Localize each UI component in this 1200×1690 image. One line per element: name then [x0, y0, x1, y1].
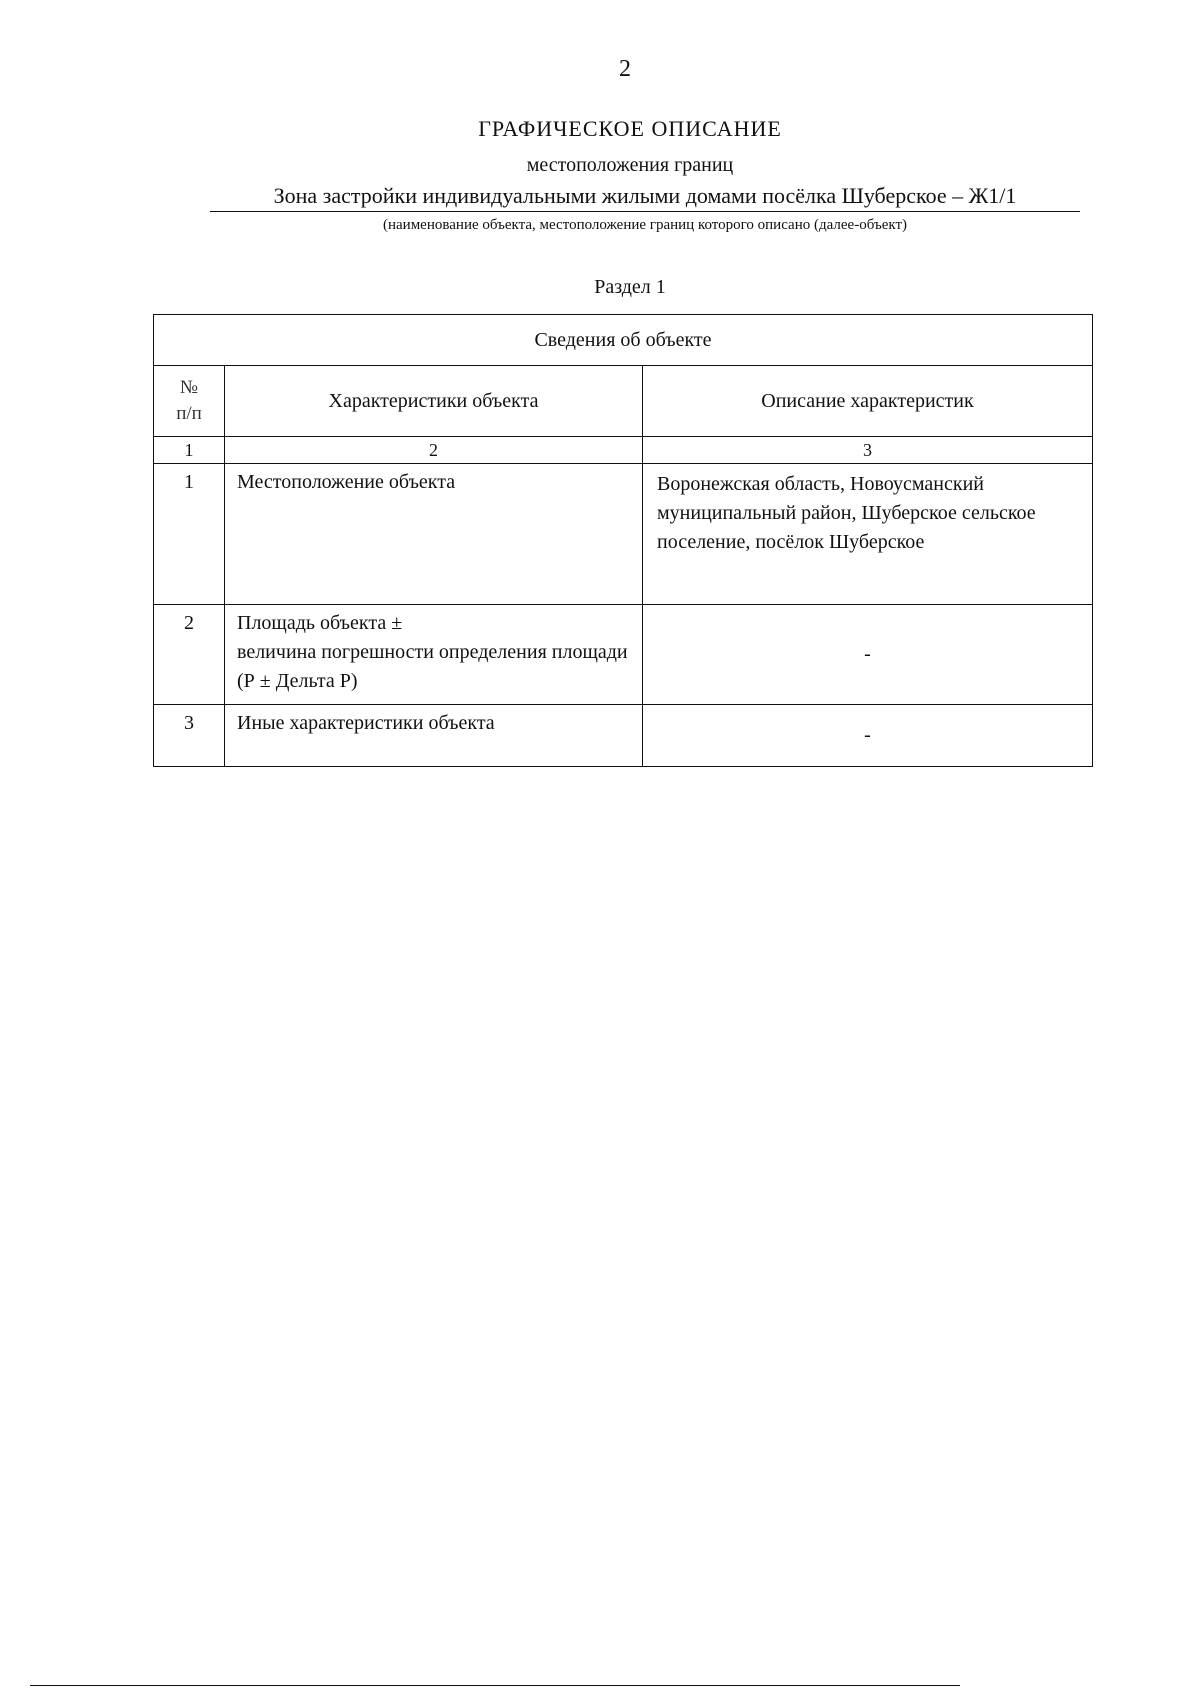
row-description: - — [643, 605, 1093, 705]
object-info-table — [153, 314, 1093, 767]
header-number-symbol: № — [179, 377, 199, 399]
row-number: 2 — [154, 605, 225, 705]
header-number-abbr: п/п — [176, 403, 202, 424]
row-description: Воронежская область, Новоусманский муниципальный район, Шуберское сельское поселение, посёлок Шуберское — [643, 464, 1093, 605]
row-characteristic: Иные характеристики объекта — [225, 705, 643, 767]
row-number: 1 — [154, 464, 225, 605]
table-row — [154, 464, 1093, 605]
bottom-rule — [30, 1685, 960, 1686]
table-header-row — [154, 366, 1093, 437]
section-title: Раздел 1 — [594, 276, 666, 298]
column-index-1: 1 — [154, 437, 225, 464]
column-index-row — [154, 437, 1093, 464]
object-name-caption: (наименование объекта, местоположение границ которого описано (далее-объект) — [382, 217, 908, 233]
row-description: - — [643, 705, 1093, 767]
row-characteristic — [225, 605, 643, 705]
header-number — [154, 366, 225, 437]
row-characteristic: Местоположение объекта — [225, 464, 643, 605]
document-title: ГРАФИЧЕСКОЕ ОПИСАНИЕ — [478, 116, 782, 141]
document-subtitle: местоположения границ — [526, 154, 734, 176]
header-characteristic: Характеристики объекта — [225, 366, 643, 437]
row-number: 3 — [154, 705, 225, 767]
table-caption-row — [154, 315, 1093, 366]
header-description: Описание характеристик — [643, 366, 1093, 437]
table-row — [154, 705, 1093, 767]
table-row — [154, 605, 1093, 705]
object-name: Зона застройки индивидуальными жилыми домами посёлка Шуберское – Ж1/1 — [210, 183, 1080, 212]
table-caption: Сведения об объекте — [154, 315, 1093, 366]
row-characteristic-line: Площадь объекта ± — [237, 612, 403, 634]
column-index-2: 2 — [225, 437, 643, 464]
row-characteristic-line: величина погрешности определения площади (Р ± Дельта Р) — [237, 641, 628, 692]
column-index-3: 3 — [643, 437, 1093, 464]
page-number: 2 — [619, 56, 631, 82]
